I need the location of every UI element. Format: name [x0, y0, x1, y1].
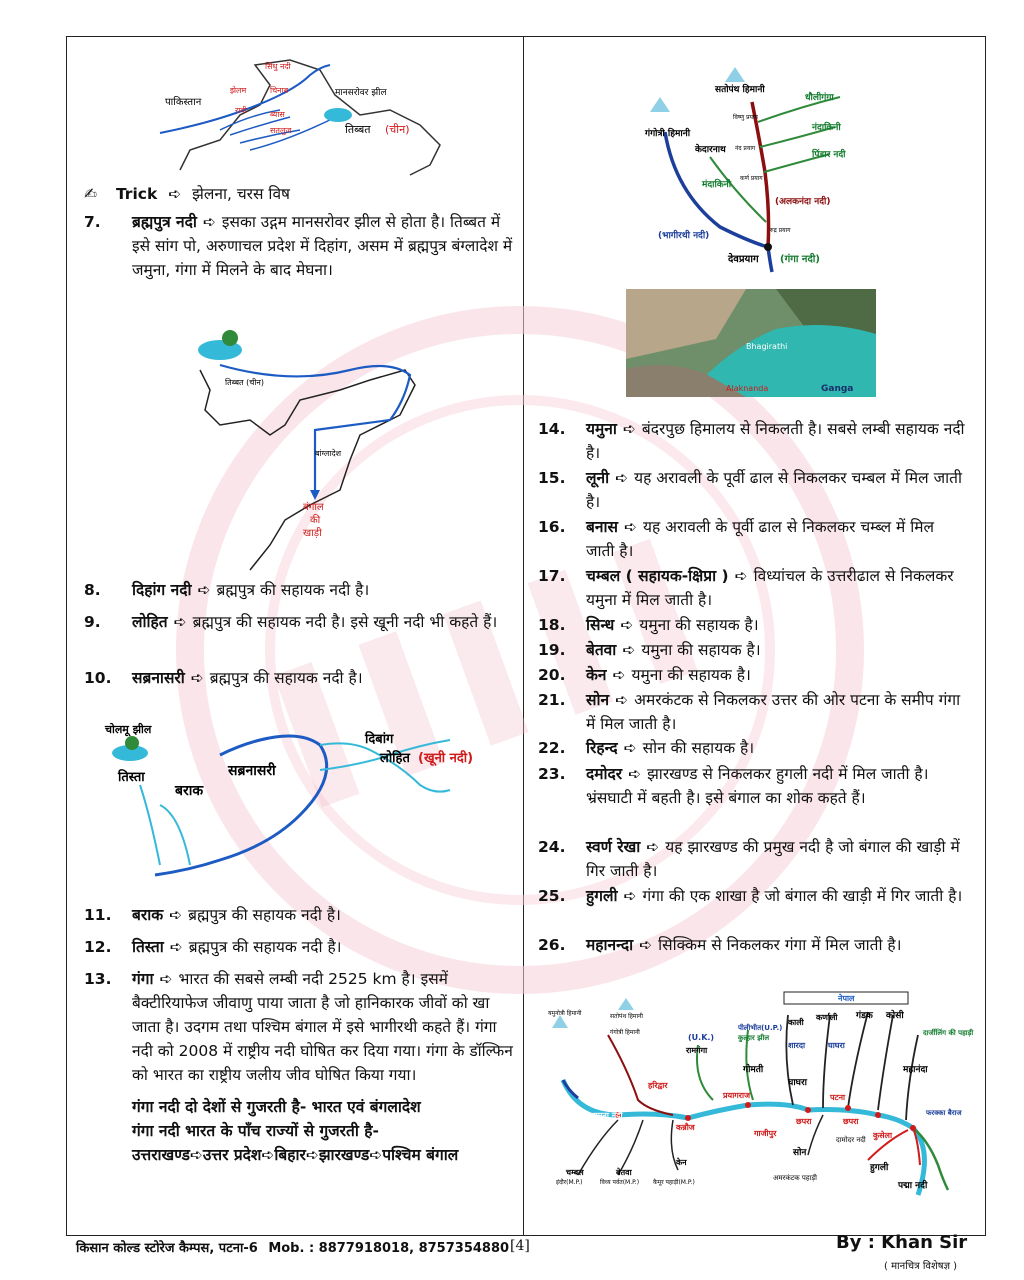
item-number: 14.: [538, 420, 566, 438]
item-number: 22.: [538, 739, 566, 757]
item-text: इसका उद्गम मानसरोवर झील से होता है। तिब्बत में इसे सांग पो, अरुणाचल प्रदेश में दिहांग, असम में ब्रह्मपुत्र बंग्लादेश में जमुना, गंगा में मिलने के बाद मेघना।: [132, 213, 513, 279]
column-divider: [523, 36, 524, 1236]
item-term: महानन्दा: [586, 936, 634, 954]
label-vishnu-prayag: विष्णु प्रयाग: [733, 114, 758, 121]
footer-address-text: किसान कोल्ड स्टोरेज कैम्पस, पटना-6: [76, 1241, 258, 1256]
arrow-icon: ➪: [202, 213, 216, 231]
item-text: यमुना की सहायक है।: [639, 616, 759, 634]
panch-prayag-map: [640, 62, 880, 272]
label-satluj: सतलुज: [270, 126, 292, 135]
label-damodar: दामोदर नदी: [836, 1136, 866, 1144]
item-14: [538, 417, 966, 465]
item-10: [84, 666, 514, 690]
item-number: 10.: [84, 669, 112, 687]
label-nand-prayag: नंद प्रयाग: [735, 145, 756, 152]
item-term: ब्रह्मपुत्र नदी: [132, 213, 197, 231]
label-satopanth: सतोपंथ हिमानी: [715, 85, 765, 95]
label-darjeeling: दार्जीलिंग की पहाड़ी: [923, 1029, 974, 1037]
label-jhelum: झेलम: [230, 86, 247, 95]
label-chenab: चिनाब: [270, 86, 289, 95]
arrow-icon: ➪: [734, 567, 748, 585]
label-ganga: Ganga: [821, 384, 854, 394]
river-barak: [160, 805, 190, 865]
item-12: [84, 935, 514, 959]
item-25: [538, 884, 966, 908]
label-dhauliganga: धौलीगंगा: [805, 93, 834, 103]
item-text: भारत की सबसे लम्बी नदी 2525 km है। इसमें बैक्टीरियाफेज जीवाणु पाया जाता है जो हानिकारक जीवों को खा जाता है। उदगम तथा पश्चिम बंगाल में इसे भागीरथी कहते हैं। गंगा नदी को 2008 में राष्ट्रीय नदी घोषित कर दिया गया। गंगा के डॉल्फिन को भारत का राष्ट्रीय जलीय जीव घोषित किया गया।: [132, 970, 513, 1084]
label-lohit: लोहित: [380, 751, 410, 766]
label-kedarnath: केदारनाथ: [695, 145, 726, 155]
item-text: सोन की सहायक है।: [642, 739, 755, 757]
label-bay: की: [310, 515, 321, 526]
label-yamuna: यमुना नदी: [593, 1111, 623, 1120]
arrow-icon: ➪: [197, 581, 211, 599]
item-text: यमुना की सहायक है।: [631, 666, 751, 684]
item-term: रिहन्द: [586, 739, 618, 757]
item-16: [538, 515, 966, 563]
label-nandakini: नंदाकिनी: [812, 123, 841, 133]
devprayag-photo: [626, 289, 876, 397]
river-tista: [140, 785, 160, 865]
label-nepal: नेपाल: [838, 994, 855, 1003]
item-term: सोन: [586, 691, 610, 709]
item-7: [84, 210, 514, 282]
arrow-icon: ➪: [615, 469, 629, 487]
item-term: सब्रनासरी: [132, 669, 185, 687]
item-17: [538, 564, 966, 612]
label-ghaghra: घाघरा: [788, 1078, 807, 1088]
item-number: 20.: [538, 666, 566, 684]
label-barak: बराक: [175, 783, 204, 799]
label-kushela: कुसेला: [873, 1131, 893, 1140]
item-text: यह अरावली के पूर्वी ढाल से निकलकर चम्ब्ल में मिल जाती है।: [586, 518, 935, 560]
label-devprayag: देवप्रयाग: [728, 254, 759, 265]
item-text: बंदरपुछ हिमालय से निकलती है। सबसे लम्बी सहायक नदी है।: [586, 420, 965, 462]
item-13: [84, 967, 514, 1167]
label-china: (चीन): [385, 123, 410, 136]
label-sindhu: सिंधु नदी: [265, 62, 291, 71]
item-text: यमुना की सहायक है।: [641, 641, 761, 659]
arrow-icon: ➪: [159, 970, 173, 988]
label-satopanth: सतोपंथ हिमानी: [610, 1013, 643, 1020]
label-chambal: चम्बल: [566, 1168, 584, 1177]
item-term: केन: [586, 666, 607, 684]
label-sharda: शारदा: [788, 1041, 806, 1050]
label-haridwar: हरिद्वार: [648, 1081, 668, 1090]
item-15: [538, 466, 966, 514]
item-11: [84, 903, 514, 927]
label-khooni: (खूनी नदी): [418, 751, 474, 766]
label-bhagirathi: (भागीरथी नदी): [658, 231, 710, 241]
item-21: [538, 688, 966, 736]
item-text: गंगा की एक शाखा है जो बंगाल की खाड़ी में गिर जाती है।: [642, 887, 963, 905]
item-text: ब्रह्मपुत्र की सहायक नदी है।: [216, 581, 370, 599]
trick-label: Trick: [115, 185, 158, 203]
item-number: 23.: [538, 765, 566, 783]
arrow-icon: ➪: [639, 936, 653, 954]
label-betwa: बेतवा: [616, 1168, 632, 1177]
item-22: [538, 736, 966, 760]
label-karnali: कर्णाली: [816, 1013, 838, 1022]
item-23: [538, 762, 966, 810]
label-farakka: फरक्का बैराज: [926, 1109, 962, 1117]
item-text: अमरकंटक से निकलकर उत्तर की ओर पटना के समीप गंगा में मिल जाती है।: [586, 691, 961, 733]
label-chhapra: छपरा: [843, 1117, 859, 1126]
item-24: [538, 835, 966, 883]
label-uk: (U.K.): [688, 1033, 715, 1042]
label-patna: पटना: [830, 1093, 846, 1102]
label-kosi: कोसी: [886, 1011, 904, 1021]
item-term: बेतवा: [586, 641, 617, 659]
label-gangotri: गंगोत्री हिमानी: [610, 1029, 640, 1036]
glacier-icon: [725, 67, 745, 82]
label-chhapra: छपरा: [796, 1117, 812, 1126]
label-beas: ब्यास: [270, 110, 285, 119]
label-kali: काली: [788, 1018, 804, 1027]
item-number: 13.: [84, 970, 112, 988]
item-number: 7.: [84, 213, 101, 231]
item-number: 17.: [538, 567, 566, 585]
item-number: 16.: [538, 518, 566, 536]
label-padma: पद्मा नदी: [898, 1181, 928, 1191]
page-number: [4]: [510, 1238, 530, 1254]
label-cholamu: चोलमू झील: [105, 723, 152, 736]
label-kulhar: कुल्हार झील: [738, 1034, 770, 1042]
item-text: यह झारखण्ड की प्रमुख नदी है जो बंगाल की खाड़ी में गिर जाती है।: [586, 838, 960, 880]
label-son: सोन: [793, 1148, 807, 1158]
trick-line: [84, 182, 514, 206]
label-rudra-prayag: रुद्र प्रयाग: [770, 227, 791, 234]
arrow-icon: ➪: [623, 887, 637, 905]
item-term: स्वर्ण रेखा: [586, 838, 641, 856]
item-term: दमोदर: [586, 765, 623, 783]
item-text: सिक्किम से निकलकर गंगा में मिल जाती है।: [658, 936, 902, 954]
item-number: 19.: [538, 641, 566, 659]
item-number: 26.: [538, 936, 566, 954]
label-tibbat: तिब्बत (चीन): [225, 378, 264, 387]
arrow-icon: ➪: [169, 938, 183, 956]
label-bhagirathi: Bhagirathi: [746, 342, 788, 351]
arrow-icon: ➪: [646, 838, 660, 856]
label-kannauj: कन्नौज: [676, 1123, 695, 1132]
item-term: चम्बल ( सहायक-क्षिप्रा ): [586, 567, 729, 585]
label-ghaghra: घाघरा: [828, 1041, 845, 1050]
item-term: हुगली: [586, 887, 618, 905]
item-number: 9.: [84, 613, 101, 631]
label-prayagraj: प्रयागराज: [723, 1091, 751, 1100]
label-alaknanda: (अलकनंदा नदी): [775, 197, 831, 207]
label-ramganga: रामगंगा: [686, 1046, 708, 1055]
ganga-countries: गंगा नदी दो देशों से गुजरती है- भारत एवं बंगलादेश: [132, 1098, 421, 1116]
item-term: तिस्ता: [132, 938, 164, 956]
item-number: 11.: [84, 906, 112, 924]
arrow-icon: ➪: [622, 641, 636, 659]
item-term: दिहांग नदी: [132, 581, 192, 599]
label-gandak: गंडक: [856, 1011, 873, 1021]
arrow-icon: ➪: [620, 616, 634, 634]
item-term: यमुना: [586, 420, 617, 438]
item-text: झारखण्ड से निकलकर हुगली नदी में मिल जाती है। भ्रंसघाटी में बहती है। इसे बंगाल का शोक कहते हैं।: [586, 765, 929, 807]
item-term: गंगा: [132, 970, 154, 988]
footer-author-subtitle: ( मानचित्र विशेषज्ञ ): [884, 1261, 958, 1272]
brahmaputra-map: [190, 330, 440, 575]
label-pilibhit: पीलीभीत(U.P.): [738, 1024, 783, 1032]
label-ravi: रावी: [235, 106, 247, 115]
tributaries-map: [100, 715, 500, 890]
item-20: [538, 663, 966, 687]
item-number: 25.: [538, 887, 566, 905]
label-alaknanda: Alaknanda: [726, 384, 769, 393]
label-ganga: (गंगा नदी): [780, 254, 820, 265]
item-number: 8.: [84, 581, 101, 599]
item-number: 18.: [538, 616, 566, 634]
item-text: ब्रह्मपुत्र की सहायक नदी है।: [188, 906, 341, 924]
item-26: [538, 933, 966, 957]
label-tista: तिस्ता: [118, 770, 145, 785]
label-hugli: हुगली: [870, 1163, 889, 1173]
indus-river-map: [160, 55, 450, 180]
arrow-icon: ➪: [190, 669, 204, 687]
label-pindar: पिंडार नदी: [812, 150, 846, 160]
item-text: ब्रह्मपुत्र की सहायक नदी है।: [209, 669, 363, 687]
item-text: ब्रह्मपुत्र की सहायक नदी है।: [188, 938, 342, 956]
arrow-icon: ➪: [169, 906, 183, 924]
label-yamunotri: यमुनोत्री हिमानी: [548, 1010, 582, 1017]
arrow-icon: ➪: [623, 739, 637, 757]
item-19: [538, 638, 966, 662]
label-mansarovar: मानसरोवर झील: [335, 88, 387, 98]
arrow-icon: ➪: [173, 613, 187, 631]
ganga-basin-map: [548, 990, 974, 1195]
label-karna-prayag: कर्ण प्रयाग: [740, 175, 763, 182]
label-sabranasari: सब्रनासरी: [228, 763, 276, 779]
label-gangotri: गंगोत्री हिमानी: [645, 129, 691, 139]
item-number: 21.: [538, 691, 566, 709]
item-text: यह अरावली के पूर्वी ढाल से निकलकर चम्बल में मिल जाती है।: [586, 469, 962, 511]
item-number: 15.: [538, 469, 566, 487]
label-indore: इंदौर(M.P.): [556, 1179, 583, 1186]
label-pakistan: पाकिस्तान: [165, 97, 202, 108]
item-18: [538, 613, 966, 637]
label-dibang: दिबांग: [365, 732, 394, 747]
label-bay: बंगाल: [303, 502, 324, 513]
glacier-icon: [618, 998, 634, 1010]
trick-text: झेलना, चरस विष: [192, 185, 291, 203]
label-ghazipur: गाजीपुर: [754, 1129, 777, 1138]
arrow-icon: ➪: [168, 185, 182, 203]
item-term: सिन्ध: [586, 616, 615, 634]
label-vindhya: विध्य पर्वत(M.P.): [600, 1179, 640, 1186]
item-text: ब्रह्मपुत्र की सहायक नदी है। इसे खूनी नदी भी कहते हैं।: [192, 613, 498, 631]
label-ken: केन: [676, 1158, 687, 1167]
lake-mansarovar: [324, 108, 352, 122]
arrow-icon: ➪: [612, 666, 626, 684]
label-mahananda: महानंदा: [903, 1065, 928, 1075]
label-kaimur: कैमूर पहाड़ी(M.P.): [653, 1179, 695, 1186]
pen-icon: ✍: [84, 185, 97, 203]
ganga-states-heading: गंगा नदी भारत के पाँच राज्यों से गुजरती है-: [132, 1122, 379, 1140]
item-number: 12.: [84, 938, 112, 956]
arrow-icon: ➪: [628, 765, 642, 783]
item-term: लूनी: [586, 469, 610, 487]
item-term: बनास: [586, 518, 618, 536]
arrow-icon: ➪: [622, 420, 636, 438]
river-brahmaputra: [155, 736, 327, 875]
footer-author: By : Khan Sir: [836, 1232, 968, 1253]
item-term: लोहित: [132, 613, 168, 631]
item-term: बराक: [132, 906, 164, 924]
item-9: [84, 610, 514, 634]
arrow-icon: ➪: [623, 518, 637, 536]
label-bangladesh: बांग्लादेश: [315, 449, 342, 458]
glacier-icon: [650, 97, 670, 112]
footer-address: [76, 1238, 509, 1256]
item-text: विध्यांचल के उत्तरीढाल से निकलकर यमुना में मिल जाती है।: [586, 567, 954, 609]
label-bay: खाड़ी: [303, 528, 322, 539]
footer-mobile: Mob. : 8877918018, 8757354880: [268, 1241, 510, 1256]
label-gomti: गोमती: [743, 1065, 764, 1075]
label-mandakini: मंदाकिनी: [702, 180, 732, 190]
item-number: 24.: [538, 838, 566, 856]
ganga-states-list: उत्तराखण्ड➪उत्तर प्रदेश➪बिहार➪झारखण्ड➪पश्चिम बंगाल: [132, 1146, 459, 1164]
label-tibbat: तिब्बत: [345, 123, 371, 136]
label-amarkantak: अमरकंटक पहाड़ी: [773, 1174, 817, 1182]
item-8: [84, 578, 514, 602]
arrow-icon: ➪: [615, 691, 629, 709]
